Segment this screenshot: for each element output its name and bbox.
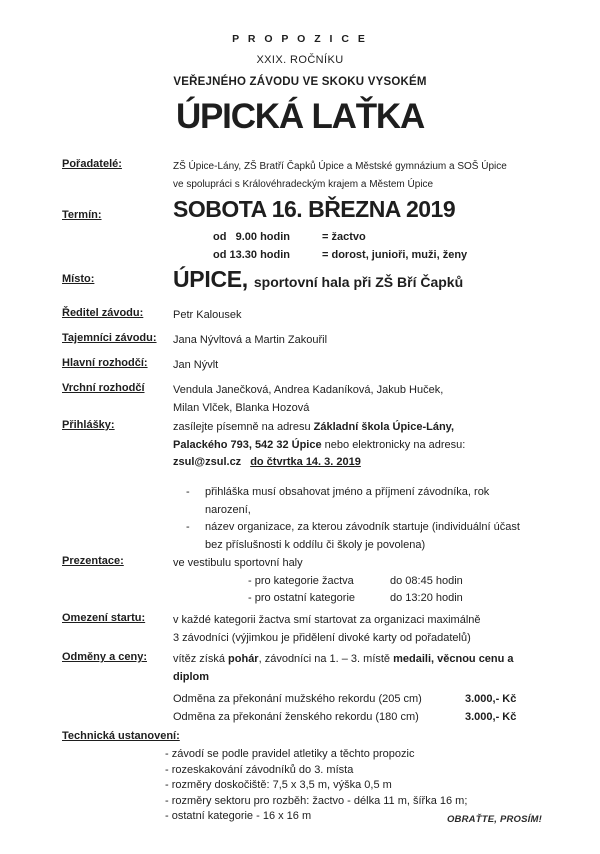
bullet-dash: - [186,521,190,533]
doc-kicker: P R O P O Z I C E [232,33,368,45]
applications-text: nebo elektronicky na adresu: [321,438,466,451]
requirement-item [186,519,600,554]
applications-address-line1 [173,419,592,437]
prizes-line2 [173,669,592,687]
applications-street: Palackého 793, 542 32 Úpice [173,438,322,451]
section-head-judges [0,382,600,417]
schedule-group: = dorost, junioři, muži, ženy [322,248,468,261]
prizes-cup: pohár [228,653,259,665]
checkin-time: do 08:45 hodin [390,574,463,587]
record-bonus-text: Odměna za překonání mužského rekordu (205 cm) [173,693,422,705]
technical-rule: - závodí se podle pravidel atletiky a těchto propozic [165,748,415,760]
requirement-line2: bez příslušnosti k oddílu či školy je povolena) [205,538,426,551]
section-technical-rules [0,730,600,825]
applications-email: zsul@zsul.cz [173,456,242,468]
checkin-label: Prezentace: [62,555,124,567]
secretaries-label: Tajemníci závodu: [62,332,157,344]
technical-rules-label: Technická ustanovení: [62,730,180,742]
section-prizes [0,651,600,726]
bullet-dash: - [186,486,190,498]
technical-rule: - ostatní kategorie - 16 x 16 m [165,810,312,822]
organizers-label: Pořadatelé: [62,158,122,170]
secretaries-value: Jana Nývltová a Martin Zakouřil [173,334,328,346]
prizes-medal: medaili, věcnou cenu a [393,653,514,665]
venue-city: ÚPICE, [173,266,248,292]
chief-judge-value: Jan Nývlt [173,359,219,371]
checkin-time: do 13:20 hodin [390,592,463,604]
record-bonus-amount: 3.000,- Kč [465,693,517,705]
checkin-category: - pro kategorie žactva [248,574,354,587]
technical-rule: - rozeskakování závodníků do 3. místa [165,763,354,776]
requirement-line1: název organizace, za kterou závodník startuje (individuální účast [205,521,520,533]
schedule-time: od 13.30 hodin [213,248,291,261]
schedule-group: = žactvo [322,231,366,243]
requirement-line2: narození, [205,503,251,516]
head-judges-line2: Milan Vlček, Blanka Hozová [173,401,310,414]
doc-edition: XXIX. ROČNÍKU [256,54,344,66]
schedule-row [213,229,592,247]
section-chief-judge [0,357,600,375]
head-judges-line1: Vendula Janečková, Andrea Kadaníková, Jakub Huček, [173,384,444,396]
technical-rule: - rozměry sektoru pro rozběh: žactvo - délka 11 m, šířka 16 m; [165,794,468,807]
start-limit-line1: v každé kategorii žactva smí startovat za organizaci maximálně [173,614,481,626]
race-director-value: Petr Kalousek [173,309,242,321]
applications-school-name: Základní škola Úpice-Lány, [313,421,455,433]
chief-judge-label: Hlavní rozhodčí: [62,357,148,369]
prizes-text: , závodníci na 1. – 3. místě [258,653,394,665]
turn-over-note: OBRAŤTE, PROSÍM! [446,814,542,825]
prizes-line1 [173,651,592,669]
record-bonus-text: Odměna za překonání ženského rekordu (180 cm) [173,710,419,723]
organizers-line1: ZŠ Úpice-Lány, ZŠ Bratří Čapků Úpice a Městské gymnázium a SOŠ Úpice [173,161,507,172]
start-limit-line2: 3 závodníci (výjimkou je přidělení divoké karty od pořadatelů) [173,631,471,644]
organizers-line2: ve spolupráci s Královéhradeckým krajem a Městem Úpice [173,179,434,190]
race-director-label: Ředitel závodu: [62,307,144,319]
section-venue [0,266,600,297]
schedule-row [213,247,592,265]
venue-line [173,266,592,297]
section-race-director [0,307,600,325]
section-date [0,196,600,264]
start-limit-label: Omezení startu: [62,612,146,624]
checkin-category: - pro ostatní kategorie [248,592,356,604]
applications-deadline: do čtvrtka 14. 3. 2019 [250,456,361,468]
head-judges-label: Vrchní rozhodčí [62,382,145,394]
prizes-label: Odměny a ceny: [62,651,147,663]
technical-rule: - rozměry doskočiště: 7,5 x 3,5 m, výška 0,5 m [165,779,392,791]
section-applications [0,419,600,472]
checkin-row [248,573,592,591]
applications-address-line3 [173,454,592,472]
date-label: Termín: [62,209,102,221]
applications-label: Přihlášky: [62,419,115,431]
checkin-intro: ve vestibulu sportovní haly [173,557,303,569]
section-secretaries [0,332,600,350]
checkin-row [248,590,592,608]
date-headline: SOBOTA 16. BŘEZNA 2019 [173,196,456,222]
record-bonus-row [173,691,592,709]
section-organizers [0,158,600,194]
section-application-requirements [0,484,600,554]
requirement-item [186,484,600,519]
section-checkin [0,555,600,608]
section-start-limit [0,612,600,647]
schedule-time: od 9.00 hodin [213,231,291,243]
doc-subtitle: VEŘEJNÉHO ZÁVODU VE SKOKU VYSOKÉM [173,76,427,88]
applications-address-line2 [173,437,592,455]
venue-hall: sportovní hala při ZŠ Bří Čapků [253,274,464,290]
record-bonus-row [173,709,592,727]
prizes-text: vítěz získá [173,653,229,665]
requirement-line1: přihláška musí obsahovat jméno a příjmení závodníka, rok [205,486,490,498]
prizes-diploma: diplom [173,670,210,683]
record-bonus-amount: 3.000,- Kč [465,710,517,723]
venue-label: Místo: [62,273,95,285]
doc-title: ÚPICKÁ LAŤKA [175,97,425,136]
applications-text: zasílejte písemně na adresu [173,421,314,433]
